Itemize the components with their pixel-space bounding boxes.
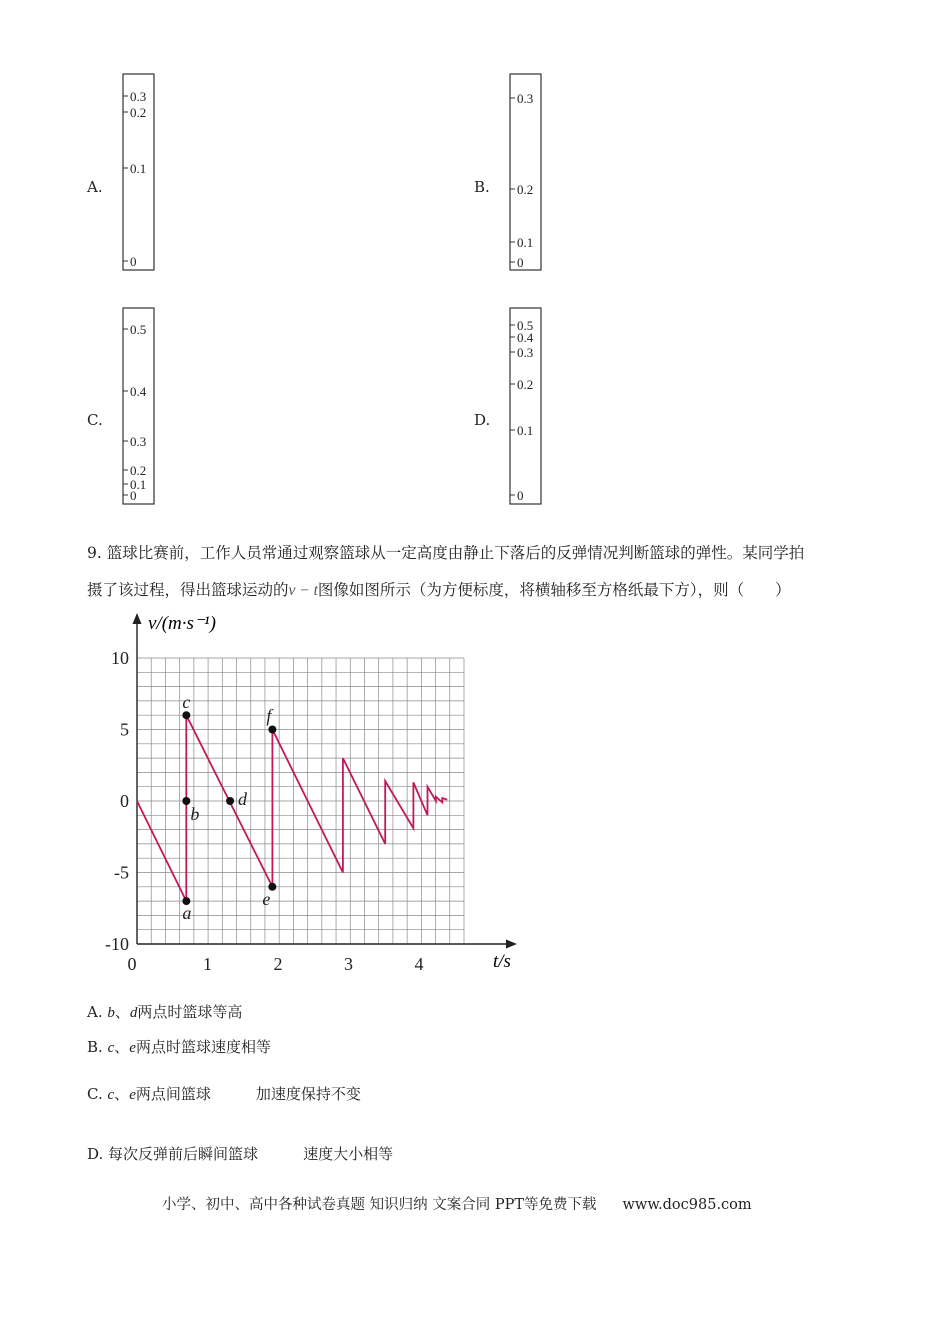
option-b-tick: 0 bbox=[517, 255, 524, 270]
answer-d[interactable] bbox=[87, 1143, 393, 1164]
footer-text: 小学、初中、高中各种试卷真题 知识归纳 文案合同 PPT等免费下载 bbox=[162, 1197, 597, 1213]
point-label-d: d bbox=[238, 789, 248, 809]
chart-series bbox=[137, 715, 447, 901]
y-tick-label: 10 bbox=[111, 648, 129, 668]
y-tick-label: 5 bbox=[120, 719, 129, 740]
answer-c-prefix: C. bbox=[87, 1085, 103, 1103]
answer-c-var1: c bbox=[107, 1087, 115, 1103]
point-f bbox=[268, 726, 276, 734]
answer-b[interactable] bbox=[87, 1036, 271, 1057]
answer-b-var1: c bbox=[107, 1040, 115, 1056]
y-tick-label: 0 bbox=[120, 791, 129, 811]
x-tick-label: 3 bbox=[344, 954, 353, 974]
option-a-tick: 0.2 bbox=[130, 105, 147, 120]
option-d-tick: 0.3 bbox=[517, 345, 534, 360]
x-tick-label: 2 bbox=[273, 954, 283, 974]
answer-d-prefix: D. bbox=[87, 1145, 104, 1163]
option-b-ruler bbox=[507, 72, 547, 272]
option-b-tick: 0.2 bbox=[517, 182, 534, 197]
point-label-e: e bbox=[262, 888, 271, 909]
x-axis-label: t/s bbox=[493, 951, 511, 972]
answer-a-text: 两点时篮球等高 bbox=[137, 1003, 243, 1021]
answer-a[interactable] bbox=[87, 1001, 242, 1022]
option-b-tick: 0.3 bbox=[517, 91, 534, 106]
answer-c-var2: e bbox=[129, 1087, 136, 1103]
answer-c-text: 两点间篮球 bbox=[135, 1085, 211, 1103]
answer-d-text: 每次反弹前后瞬间篮球 bbox=[108, 1145, 259, 1163]
y-axis-label: v/(m·s⁻¹) bbox=[148, 613, 216, 634]
option-c-tick: 0.4 bbox=[130, 384, 147, 399]
velocity-series-line bbox=[137, 715, 447, 901]
option-a-tick: 0.3 bbox=[130, 89, 147, 104]
option-a-tick: 0 bbox=[130, 254, 137, 269]
option-a-ruler bbox=[120, 72, 160, 272]
answer-a-var2: d bbox=[129, 1005, 138, 1021]
option-d-tick: 0.4 bbox=[517, 330, 534, 345]
option-d-ruler bbox=[507, 306, 547, 506]
option-a-letter: A. bbox=[87, 178, 103, 196]
point-b bbox=[182, 797, 190, 805]
footer-url[interactable]: www.doc985.com bbox=[622, 1197, 752, 1213]
question-line-2-post: 图像如图所示（为方便标度，将横轴移至方格纸最下方），则（ ） bbox=[317, 581, 791, 599]
answer-a-sep: 、 bbox=[114, 1003, 130, 1021]
question-line-2-pre: 摄了该过程，得出篮球运动的 bbox=[87, 581, 289, 599]
option-c-tick: 0.2 bbox=[130, 463, 147, 478]
point-label-c: c bbox=[182, 692, 191, 713]
answer-a-prefix: A. bbox=[87, 1003, 103, 1021]
answer-b-var2: e bbox=[129, 1040, 136, 1056]
point-d bbox=[226, 797, 234, 805]
option-d-tick: 0.5 bbox=[517, 318, 534, 333]
footer bbox=[162, 1193, 752, 1214]
answer-c[interactable] bbox=[87, 1083, 361, 1104]
answer-c-text2: 加速度保持不变 bbox=[255, 1085, 361, 1103]
option-c-tick: 0.5 bbox=[130, 322, 147, 337]
point-label-a: a bbox=[182, 903, 192, 924]
option-c-letter: C. bbox=[87, 411, 103, 429]
x-tick-label: 0 bbox=[127, 954, 137, 974]
option-c-ruler bbox=[120, 306, 160, 506]
option-b-letter: B. bbox=[474, 178, 490, 196]
x-tick-label: 1 bbox=[203, 954, 212, 974]
point-c bbox=[182, 711, 190, 719]
question-line-1: 9. 篮球比赛前，工作人员常通过观察篮球从一定高度由静止下落后的反弹情况判断篮球的弹性。某同学拍 bbox=[87, 544, 805, 562]
question-line-2 bbox=[87, 583, 791, 599]
chart-tick-labels bbox=[105, 648, 424, 974]
y-axis-arrow bbox=[133, 613, 142, 624]
vt-chart bbox=[95, 605, 525, 975]
option-c-tick: 0 bbox=[130, 488, 137, 503]
option-d-tick: 0.1 bbox=[517, 423, 534, 438]
answer-d-text2: 速度大小相等 bbox=[303, 1145, 394, 1163]
answer-b-prefix: B. bbox=[87, 1038, 103, 1056]
option-c-tick: 0.3 bbox=[130, 434, 147, 449]
point-label-b: b bbox=[190, 804, 200, 824]
answer-c-sep: 、 bbox=[114, 1085, 130, 1103]
y-tick-label: -10 bbox=[105, 934, 129, 954]
x-tick-label: 4 bbox=[414, 954, 424, 974]
question-vt-symbol: v − t bbox=[288, 582, 318, 599]
x-axis-arrow bbox=[506, 940, 517, 949]
answer-b-text: 两点时篮球速度相等 bbox=[135, 1038, 271, 1056]
chart-axes bbox=[133, 613, 518, 949]
chart-points bbox=[182, 692, 276, 923]
option-c-tick: 0.1 bbox=[130, 477, 147, 492]
option-a-tick: 0.1 bbox=[130, 161, 147, 176]
option-b-tick: 0.1 bbox=[517, 235, 534, 250]
option-d-letter: D. bbox=[474, 411, 491, 429]
y-tick-label: -5 bbox=[114, 862, 129, 883]
option-d-tick: 0 bbox=[517, 488, 524, 503]
answer-b-sep: 、 bbox=[114, 1038, 130, 1056]
point-label-f: f bbox=[266, 705, 272, 726]
answer-a-var1: b bbox=[107, 1005, 115, 1021]
option-d-tick: 0.2 bbox=[517, 377, 534, 392]
